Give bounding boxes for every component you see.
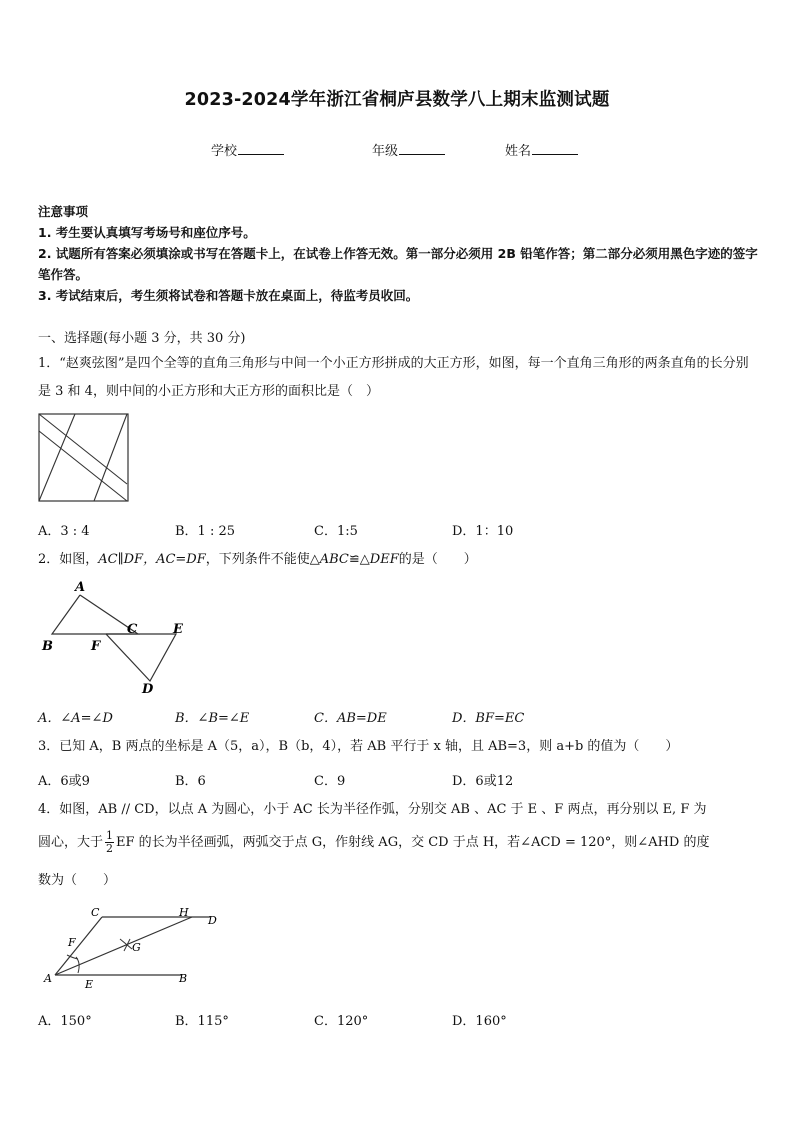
q2-option-d[interactable]: D．BF=EC: [452, 711, 525, 726]
notice-item: 3. 考试结束后，考生须将试卷和答题卡放在桌面上，待监考员收回。: [38, 288, 419, 303]
q2-option-c[interactable]: C．AB=DE: [314, 711, 387, 726]
grade-field: [372, 140, 445, 159]
q4-figure: [38, 903, 228, 995]
name-label: 姓名: [505, 144, 532, 159]
label-e: E: [173, 622, 183, 637]
school-field: [211, 140, 284, 159]
q1-text: 1．“赵爽弦图”是四个全等的直角三角形与中间一个小正方形拼成的大正方形，如图，每一个直角三角形的两条直角的长分别是 3 和 4，则中间的小正方形和大正方形的面积比是（ ）: [38, 356, 749, 399]
q3-option-c[interactable]: C．9: [314, 774, 346, 789]
school-blank: [238, 142, 284, 155]
q3-option-a[interactable]: A．6或9: [38, 774, 90, 789]
q2-text: 2．如图，AC∥DF，AC=DF，下列条件不能使△ABC≌△DEF的是（ ）: [38, 552, 477, 567]
label-h: H: [179, 906, 189, 919]
q3-option-d[interactable]: D．6或12: [452, 774, 514, 789]
q1-line: [39, 431, 127, 501]
name-field: [505, 140, 578, 159]
q2-option-b[interactable]: B．∠B=∠E: [175, 711, 250, 726]
label-a: A: [44, 972, 52, 985]
label-g: G: [132, 941, 141, 954]
triangle-abc: [52, 595, 138, 634]
section-title: 一、选择题(每小题 3 分，共 30 分): [38, 331, 246, 346]
page-title: 2023-2024学年浙江省桐庐县数学八上期末监测试题: [184, 90, 610, 110]
q3-text: 3．已知 A，B 两点的坐标是 A（5，a），B（b，4），若 AB 平行于 x 轴，且 AB=3，则 a+b 的值为（ ）: [38, 739, 679, 754]
name-blank: [532, 142, 578, 155]
label-d: D: [208, 914, 217, 927]
q3-option-b[interactable]: B．6: [175, 774, 206, 789]
q1-option-b[interactable]: B．1 : 25: [175, 524, 236, 539]
q4-option-b[interactable]: B．115°: [175, 1014, 229, 1029]
notice-heading: 注意事项: [38, 204, 89, 219]
notice-block: [38, 201, 758, 306]
label-a: A: [75, 580, 86, 595]
q4-option-a[interactable]: A．150°: [38, 1014, 92, 1029]
q1-option-d[interactable]: D．1：10: [452, 524, 514, 539]
q1-line: [39, 414, 75, 501]
q3-options: [38, 770, 758, 790]
label-f: F: [68, 936, 76, 949]
school-label: 学校: [211, 144, 238, 159]
q4-line1: 4．如图，AB // CD，以点 A 为圆心，小于 AC 长为半径作弧，分别交 AB 、AC 于 E 、F 两点，再分别以 E, F 为: [38, 802, 707, 817]
notice-item: 2. 试题所有答案必须填涂或书写在答题卡上，在试卷上作答无效。第一部分必须用 2B 铅笔作答；第二部分必须用黑色字迹的签字笔作答。: [38, 246, 758, 282]
q4-option-d[interactable]: D．160°: [452, 1014, 507, 1029]
q2-options: [38, 707, 758, 727]
q4-line3: 数为（ ）: [38, 873, 117, 888]
label-b: B: [179, 972, 188, 985]
q4-line2: 圆心，大于 $\frac{1}{2}$ EF 的长为半径画弧，两弧交于点 G，作射线 AG，交 CD 于点 H，若∠ACD = 120°，则∠AHD 的度: [38, 829, 710, 855]
q1-option-a[interactable]: A．3 : 4: [38, 524, 90, 539]
grade-blank: [399, 142, 445, 155]
label-f: F: [91, 639, 101, 654]
grade-label: 年级: [372, 144, 399, 159]
label-b: B: [42, 639, 53, 654]
label-e: E: [85, 978, 94, 991]
q4-options: [38, 1010, 758, 1030]
notice-item: 1. 考生要认真填写考场号和座位序号。: [38, 225, 256, 240]
q2-option-a[interactable]: A．∠A=∠D: [38, 711, 113, 726]
q2-figure: [38, 578, 198, 696]
triangle-def: [106, 634, 176, 681]
q1-option-c[interactable]: C．1:5: [314, 524, 358, 539]
label-d: D: [142, 682, 154, 696]
label-c: C: [91, 906, 100, 919]
fraction-half: $\frac{1}{2}$: [106, 829, 114, 855]
q1-figure: [38, 413, 130, 503]
segment-ac: [55, 917, 102, 975]
q1-options: [38, 520, 758, 540]
q4-option-c[interactable]: C．120°: [314, 1014, 369, 1029]
label-c: C: [127, 622, 138, 637]
outer-square: [39, 414, 128, 501]
